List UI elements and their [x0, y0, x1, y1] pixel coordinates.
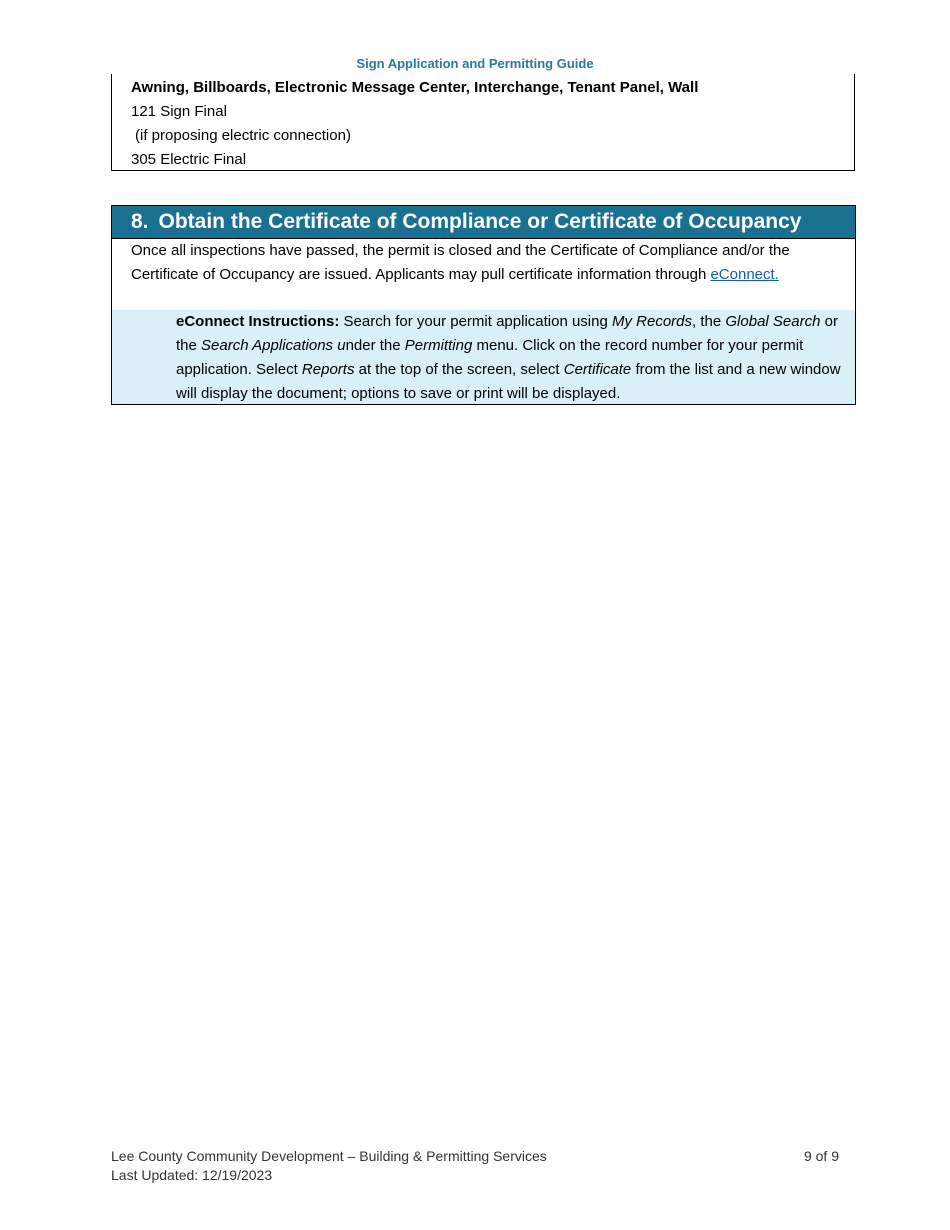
econnect-instructions [112, 310, 855, 404]
inspection-note-electric: (if proposing electric connection) [135, 127, 351, 144]
instructions-text: Search for your permit application using [339, 313, 612, 330]
instructions-term: Search Applications u [201, 337, 346, 354]
section-8-header [112, 206, 855, 239]
instructions-text: , the [692, 313, 726, 330]
section-number: 8. [131, 210, 149, 233]
inspection-line-sign-final: 121 Sign Final [131, 103, 227, 120]
instructions-term: Permitting [404, 337, 473, 354]
page-footer [111, 1147, 839, 1185]
document-running-header: Sign Application and Permitting Guide [356, 56, 594, 71]
instructions-text: from the list and a new window will display the document; options to save or print will be displayed. [176, 361, 841, 402]
instructions-text: or the [176, 313, 838, 354]
instructions-term: Certificate [563, 361, 632, 378]
instructions-term: Reports [301, 361, 355, 378]
sign-types-heading: Awning, Billboards, Electronic Message Center, Interchange, Tenant Panel, Wall [131, 79, 699, 96]
section-body-text: Once all inspections have passed, the permit is closed and the Certificate of Compliance and/or the Certificate of Occupancy are issued. Applicants may pull certificate information through [131, 242, 790, 283]
econnect-link[interactable]: eConnect. [710, 266, 779, 283]
instructions-text: menu. Click on the record number for your permit application. Select [176, 337, 804, 378]
instructions-term: My Records [612, 313, 693, 330]
section-8 [111, 205, 856, 405]
section-8-body [112, 239, 855, 310]
footer-organization: Lee County Community Development – Building & Permitting Services [111, 1148, 547, 1164]
inspections-box [111, 74, 855, 171]
instructions-term: Global Search [725, 313, 821, 330]
instructions-text: at the top of the screen, select [354, 361, 564, 378]
section-title: Obtain the Certificate of Compliance or Certificate of Occupancy [158, 210, 802, 233]
instructions-lead: eConnect Instructions: [176, 313, 340, 330]
instructions-text: nder the [345, 337, 405, 354]
footer-last-updated: Last Updated: 12/19/2023 [111, 1167, 273, 1183]
footer-page-number: 9 of 9 [803, 1148, 839, 1164]
inspection-line-electric-final: 305 Electric Final [131, 151, 247, 168]
